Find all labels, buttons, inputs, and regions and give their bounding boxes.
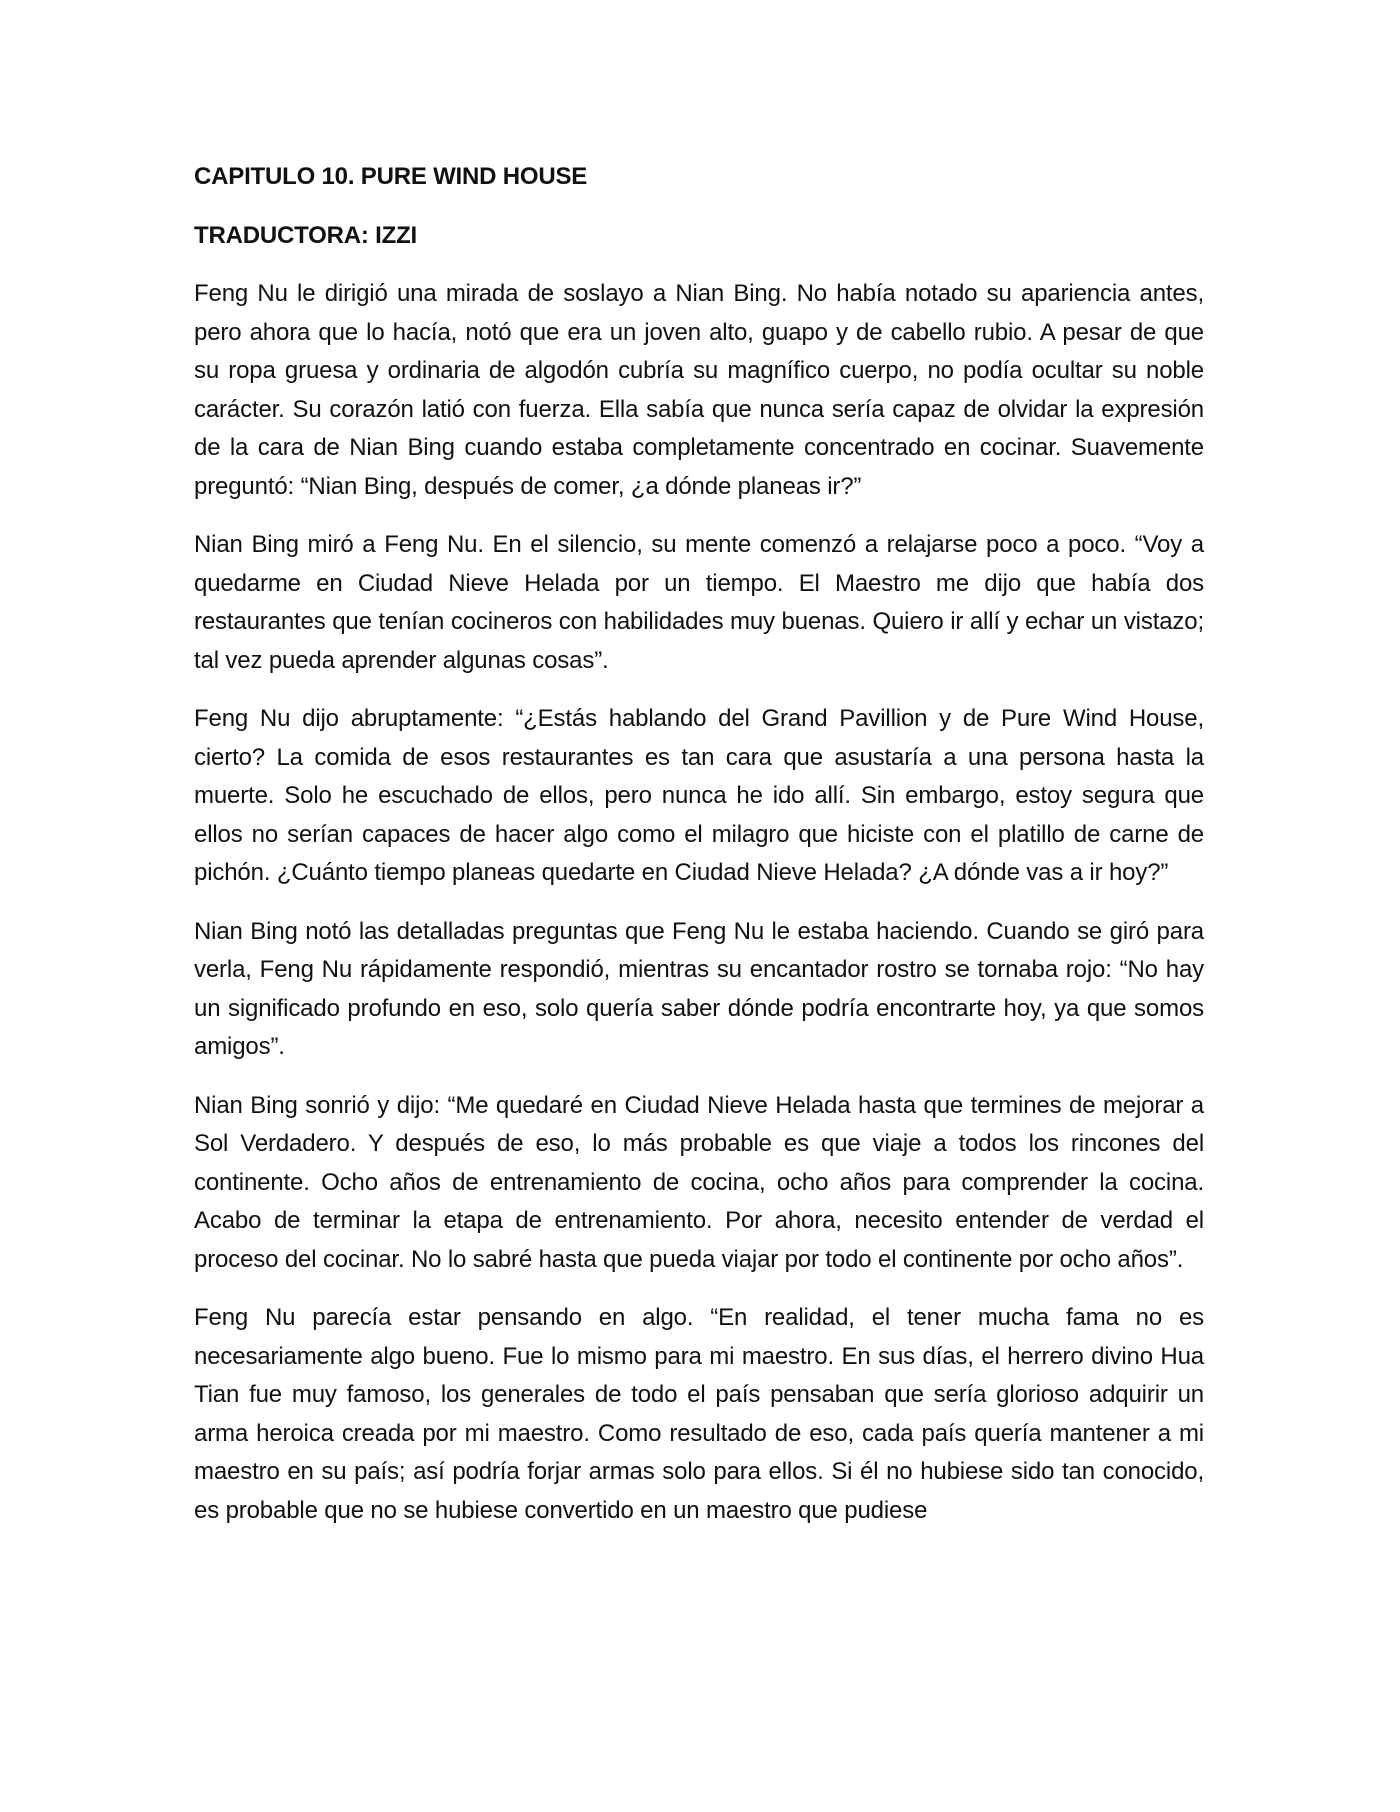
chapter-title: CAPITULO 10. PURE WIND HOUSE (194, 163, 588, 190)
document-page (194, 160, 1204, 1550)
translator-credit: TRADUCTORA: IZZI (194, 222, 417, 249)
paragraph: Nian Bing notó las detalladas preguntas que Feng Nu le estaba haciendo. Cuando se giró para verla, Feng Nu rápidamente respondió, mientras su encantador rostro se tornaba rojo: “No hay un significado profundo en eso, solo quería saber dónde podría encontrarte hoy, ya que somos amigos”. (194, 917, 1204, 1060)
paragraph: Feng Nu le dirigió una mirada de soslayo a Nian Bing. No había notado su apariencia antes, pero ahora que lo hacía, notó que era un joven alto, guapo y de cabello rubio. A pesar de que su ropa gruesa y ordinaria de algodón cubría su magnífico cuerpo, no podía ocultar su noble carácter. Su corazón latió con fuerza. Ella sabía que nunca sería capaz de olvidar la expresión de la cara de Nian Bing cuando estaba completamente concentrado en cocinar. Suavemente preguntó: “Nian Bing, después de comer, ¿a dónde planeas ir?” (194, 280, 1204, 500)
paragraph: Nian Bing sonrió y dijo: “Me quedaré en Ciudad Nieve Helada hasta que termines de mejorar a Sol Verdadero. Y después de eso, lo más probable es que viaje a todos los rincones del continente. Ocho años de entrenamiento de cocina, ocho años para comprender la cocina. Acabo de terminar la etapa de entrenamiento. Por ahora, necesito entender de verdad el proceso del cocinar. No lo sabré hasta que pueda viajar por todo el continente por ocho años”. (194, 1091, 1204, 1273)
paragraph: Feng Nu parecía estar pensando en algo. “En realidad, el tener mucha fama no es necesariamente algo bueno. Fue lo mismo para mi maestro. En sus días, el herrero divino Hua Tian fue muy famoso, los generales de todo el país pensaban que sería glorioso adquirir un arma heroica creada por mi maestro. Como resultado de eso, cada país quería mantener a mi maestro en su país; así podría forjar armas solo para ellos. Si él no hubiese sido tan conocido, es probable que no se hubiese convertido en un maestro que pudiese (194, 1304, 1204, 1524)
paragraph: Feng Nu dijo abruptamente: “¿Estás hablando del Grand Pavillion y de Pure Wind House, cierto? La comida de esos restaurantes es tan cara que asustaría a una persona hasta la muerte. Solo he escuchado de ellos, pero nunca he ido allí. Sin embargo, estoy segura que ellos no serían capaces de hacer algo como el milagro que hiciste con el platillo de carne de pichón. ¿Cuánto tiempo planeas quedarte en Ciudad Nieve Helada? ¿A dónde vas a ir hoy?” (194, 705, 1204, 886)
paragraph: Nian Bing miró a Feng Nu. En el silencio, su mente comenzó a relajarse poco a poco. “Voy a quedarme en Ciudad Nieve Helada por un tiempo. El Maestro me dijo que había dos restaurantes que tenían cocineros con habilidades muy buenas. Quiero ir allí y echar un vistazo; tal vez pueda aprender algunas cosas”. (194, 531, 1204, 674)
